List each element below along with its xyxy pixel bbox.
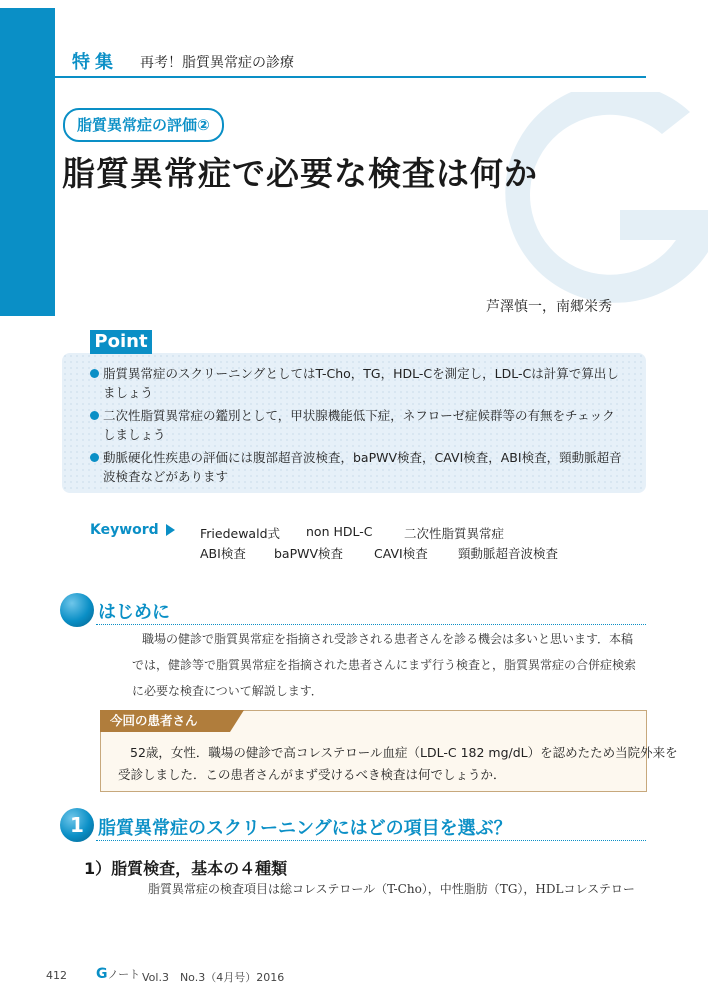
bullet-icon: [90, 411, 99, 420]
section-title-intro: はじめに: [98, 602, 170, 623]
journal-name-rest: ノート: [107, 968, 141, 981]
keyword-item: CAVI検査: [374, 546, 428, 561]
intro-line: 職場の健診で脂質異常症を指摘され受診される患者さんを診る機会は多いと思います．本稿: [142, 632, 634, 646]
article-authors: 芦澤慎一，南郷栄秀: [486, 299, 612, 315]
point-label: Point: [90, 330, 152, 354]
triangle-right-icon: [166, 524, 175, 536]
section-ball-icon: [60, 808, 94, 842]
section1-line: 脂質異常症の検査項目は総コレステロール（T-Cho），中性脂肪（TG），HDLコレステロー: [148, 882, 635, 896]
keyword-label: Keyword: [90, 522, 159, 538]
journal-logo-g: G: [96, 966, 108, 982]
patient-line: 受診しました．この患者さんがまず受けるべき検査は何でしょうか．: [118, 767, 506, 782]
keyword-item: 頸動脈超音波検査: [458, 546, 559, 561]
keyword-item: baPWV検査: [274, 546, 344, 561]
section-ball-icon: [60, 593, 94, 627]
header-color-tab: [0, 8, 55, 316]
keyword-item: Friedewald式: [200, 526, 280, 541]
g-logo-watermark: [440, 92, 708, 322]
article-title: 脂質異常症で必要な検査は何か: [62, 154, 538, 193]
feature-title: 再考！脂質異常症の診療: [140, 55, 294, 71]
keyword-item: non HDL-C: [306, 524, 373, 539]
issue-info: Vol.3 No.3（4月号）2016: [142, 971, 285, 984]
point-item: [90, 448, 630, 486]
intro-line: に必要な検査について解説します．: [132, 684, 323, 698]
intro-line: では，健診等で脂質異常症を指摘された患者さんにまず行う検査と，脂質異常症の合併症検索: [132, 658, 637, 672]
page-number: 412: [46, 969, 67, 982]
patient-label: 今回の患者さん: [100, 710, 230, 732]
bullet-icon: [90, 453, 99, 462]
subsection-title: 1）脂質検査，基本の４種類: [84, 859, 288, 878]
section-title-1: 脂質異常症のスクリーニングにはどの項目を選ぶ？: [98, 818, 512, 839]
point-item: [90, 364, 630, 402]
point-item-line: 動脈硬化性疾患の評価には腹部超音波検査，baPWV検査，CAVI検査，ABI検査，頸動脈超音: [103, 450, 622, 465]
header-rule: [55, 76, 646, 78]
series-label: 脂質異常症の評価②: [63, 108, 224, 142]
keyword-item: ABI検査: [200, 546, 246, 561]
section-number: 1: [70, 813, 84, 837]
feature-label: 特集: [72, 52, 118, 73]
point-item-line: ましょう: [103, 385, 154, 400]
journal-name: [96, 966, 140, 982]
point-item-line: 脂質異常症のスクリーニングとしてはT-Cho，TG，HDL-Cを測定し，LDL-Cは計算で算出し: [103, 366, 619, 381]
patient-line: 52歳，女性．職場の健診で高コレステロール血症（LDL-C 182 mg/dL）を認めたため当院外来を: [130, 745, 678, 760]
section-rule: [96, 840, 646, 841]
point-item-line: しましょう: [103, 427, 166, 442]
keyword-item: 二次性脂質異常症: [404, 526, 505, 541]
patient-label-corner: [230, 710, 244, 732]
bullet-icon: [90, 369, 99, 378]
patient-text: [118, 742, 678, 786]
point-item-line: 波検査などがあります: [103, 469, 229, 484]
point-item-line: 二次性脂質異常症の鑑別として，甲状腺機能低下症，ネフローゼ症候群等の有無をチェック: [103, 408, 615, 423]
section-rule: [96, 624, 646, 625]
point-item: [90, 406, 630, 444]
